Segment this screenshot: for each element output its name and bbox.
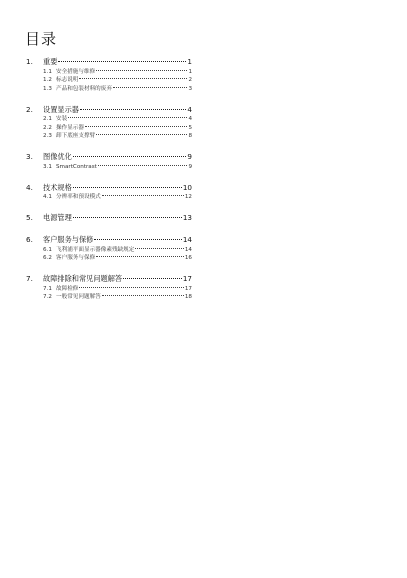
chapter-page-number: 4 (187, 104, 192, 114)
toc-section-entry[interactable] (26, 123, 192, 132)
dot-leader (94, 235, 182, 242)
section-title: 标志说明 (56, 77, 79, 84)
section-number: 3.1 (43, 163, 52, 170)
dot-leader (96, 67, 187, 73)
chapter-title: 故障排除和常见问题解答 (43, 274, 123, 283)
toc-section-entry[interactable] (26, 284, 192, 293)
section-title: 飞利浦平面显示器像素残缺规定 (56, 246, 135, 253)
dot-leader (73, 152, 187, 159)
section-title: 客户服务与保修 (56, 255, 96, 262)
section-number: 7.1 (43, 285, 52, 292)
dot-leader (79, 76, 187, 82)
toc-chapter-entry[interactable] (26, 56, 192, 67)
section-page-number: 8 (188, 133, 192, 140)
section-page-number: 2 (188, 77, 192, 84)
toc-section-entry[interactable] (26, 115, 192, 124)
dot-leader (135, 245, 184, 251)
chapter-title: 图像优化 (43, 152, 72, 161)
toc-chapter (26, 56, 192, 93)
section-number: 2.3 (43, 133, 52, 140)
section-page-number: 1 (188, 68, 192, 75)
section-page-number: 18 (184, 294, 192, 301)
toc-section-entry[interactable] (26, 254, 192, 263)
chapter-page-number: 14 (182, 235, 192, 244)
section-title: SmartContrast (56, 163, 97, 170)
chapter-number: 1. (26, 57, 33, 66)
section-page-number: 16 (184, 255, 192, 262)
section-title: 卸下底座支撑臂 (56, 133, 96, 140)
section-number: 7.2 (43, 294, 52, 301)
dot-leader (123, 274, 182, 281)
dot-leader (68, 115, 187, 121)
chapter-number: 4. (26, 182, 33, 192)
section-title: 安全措施与维修 (56, 68, 96, 75)
section-number: 2.1 (43, 116, 52, 123)
toc-chapter-entry[interactable] (26, 273, 192, 284)
chapter-number: 3. (26, 152, 33, 161)
section-title: 一般常见问题解答 (56, 294, 101, 301)
chapter-title: 客户服务与保修 (43, 235, 94, 244)
toc-section-entry[interactable] (26, 84, 192, 93)
section-number: 1.2 (43, 77, 52, 84)
section-page-number: 12 (184, 194, 192, 201)
chapter-title: 技术规格 (43, 182, 72, 192)
toc-section-entry[interactable] (26, 76, 192, 85)
dot-leader (80, 104, 186, 111)
toc-chapter (26, 182, 192, 202)
chapter-page-number: 9 (187, 152, 192, 161)
chapter-title: 设置显示器 (43, 104, 79, 114)
toc-section-entry[interactable] (26, 162, 192, 171)
toc-chapter-entry[interactable] (26, 104, 192, 115)
chapter-title: 电源管理 (43, 213, 72, 222)
toc-section-entry[interactable] (26, 293, 192, 302)
toc-section-entry[interactable] (26, 132, 192, 141)
dot-leader (58, 57, 186, 64)
dot-leader (73, 213, 182, 220)
section-page-number: 14 (184, 246, 192, 253)
dot-leader (102, 293, 184, 299)
toc-section-entry[interactable] (26, 193, 192, 202)
dot-leader (96, 132, 187, 138)
section-number: 4.1 (43, 194, 52, 201)
page-title: 目录 (25, 30, 58, 48)
toc-chapter-entry[interactable] (26, 182, 192, 193)
section-page-number: 17 (184, 285, 192, 292)
section-title: 分辨率和预设模式 (56, 194, 101, 201)
dot-leader (98, 162, 188, 168)
chapter-number: 6. (26, 235, 33, 244)
section-number: 2.2 (43, 124, 52, 131)
toc-chapter (26, 234, 192, 262)
section-title: 产品和包装材料的废弃 (56, 85, 112, 92)
dot-leader (73, 182, 182, 189)
chapter-page-number: 17 (182, 274, 192, 283)
chapter-page-number: 10 (182, 182, 192, 192)
chapter-number: 2. (26, 104, 33, 114)
toc-chapter (26, 273, 192, 301)
dot-leader (102, 193, 184, 199)
toc-chapter (26, 151, 192, 171)
section-title: 安装 (56, 116, 68, 123)
chapter-number: 5. (26, 213, 33, 222)
toc-section-entry[interactable] (26, 245, 192, 254)
section-title: 操作显示器 (56, 124, 84, 131)
section-number: 6.2 (43, 255, 52, 262)
section-page-number: 4 (188, 116, 192, 123)
chapter-page-number: 13 (182, 213, 192, 222)
table-of-contents (26, 56, 192, 312)
section-number: 1.1 (43, 68, 52, 75)
section-page-number: 5 (188, 124, 192, 131)
section-page-number: 9 (188, 163, 192, 170)
dot-leader (79, 284, 183, 290)
section-page-number: 3 (188, 85, 192, 92)
toc-chapter-entry[interactable] (26, 151, 192, 162)
toc-chapter (26, 104, 192, 141)
section-number: 6.1 (43, 246, 52, 253)
toc-section-entry[interactable] (26, 67, 192, 76)
chapter-number: 7. (26, 274, 33, 283)
section-number: 1.3 (43, 85, 52, 92)
chapter-page-number: 1 (187, 57, 192, 66)
dot-leader (96, 254, 184, 260)
section-title: 故障检修 (56, 285, 79, 292)
dot-leader (113, 84, 187, 90)
toc-chapter-entry[interactable] (26, 212, 192, 223)
toc-chapter-entry[interactable] (26, 234, 192, 245)
toc-chapter (26, 212, 192, 223)
chapter-title: 重要 (43, 57, 58, 66)
dot-leader (85, 123, 187, 129)
